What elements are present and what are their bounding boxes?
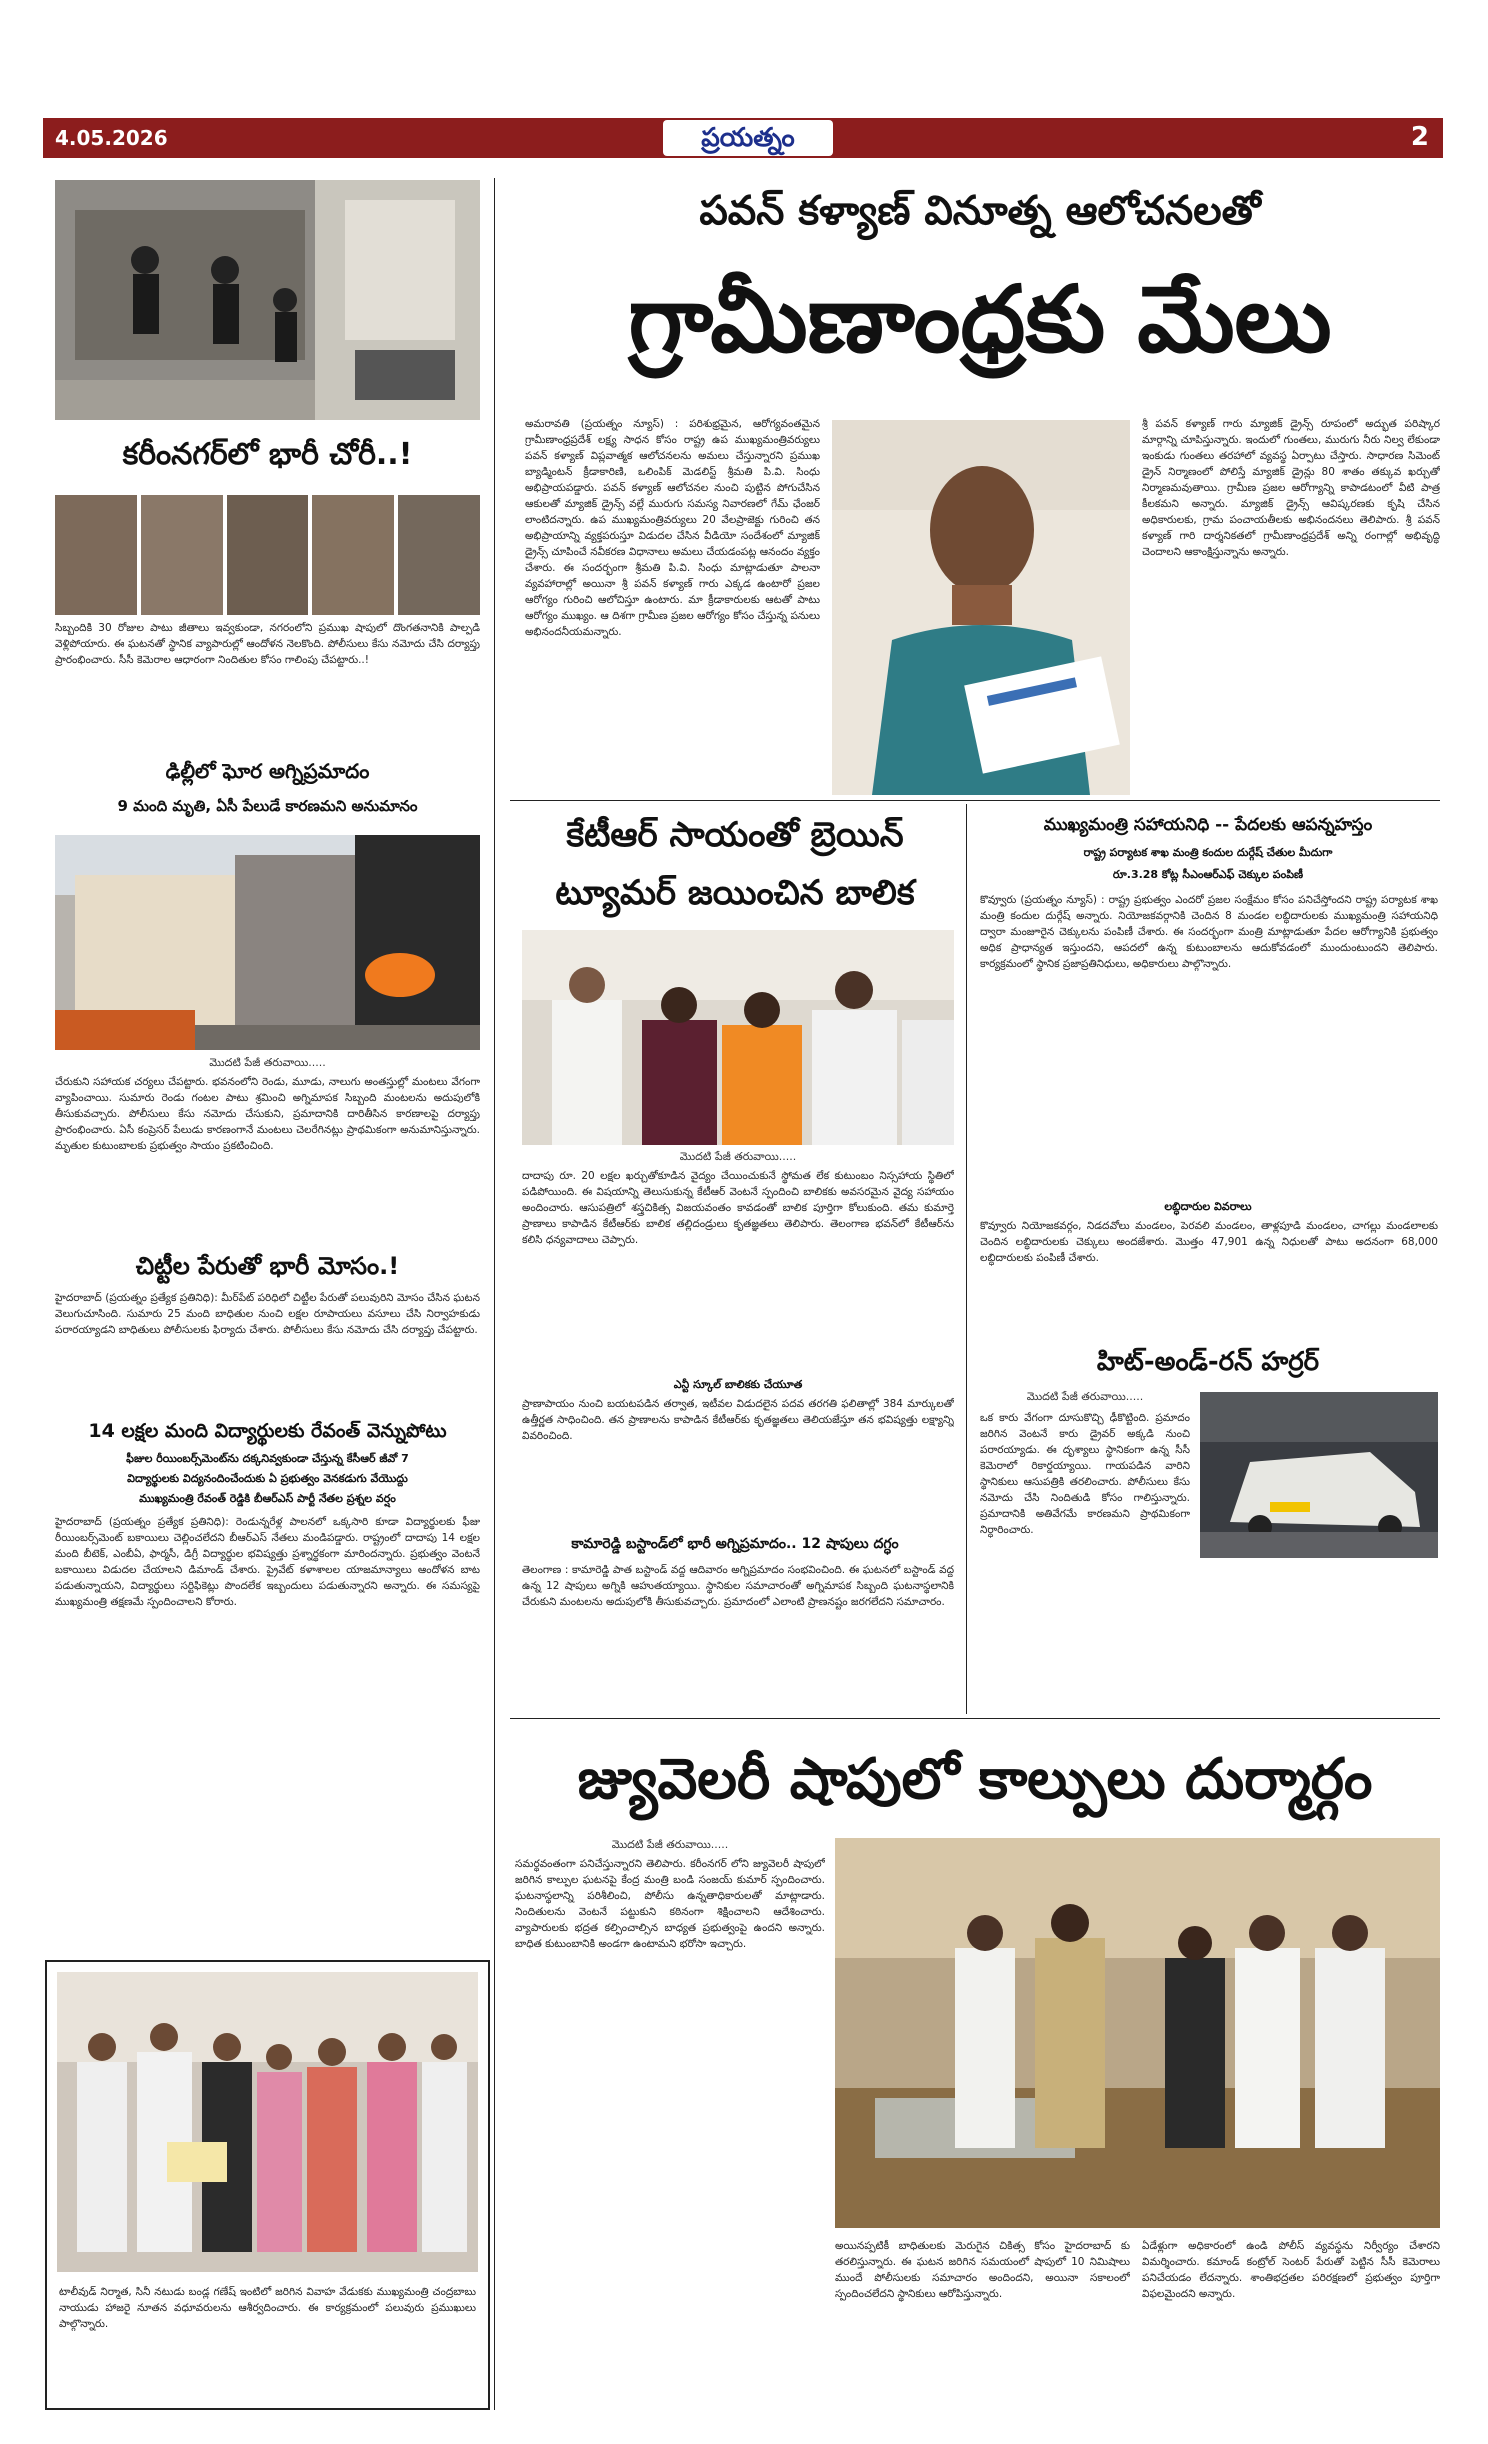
ktr-headline-line1: కేటీఆర్ సాయంతో బ్రెయిన్ [566, 815, 904, 855]
suspect-photo [312, 495, 394, 615]
delhi-fire-subhead: 9 మంది మృతి, ఏసీ పేలుడే కారణమని అనుమానం [117, 797, 418, 815]
students-subhead-2: విద్యార్థులకు విద్యనందించేందుకు ఏ ప్రభుత్వం వెనకడుగు వేయొద్దు [127, 1472, 408, 1485]
masthead [43, 118, 1443, 158]
suspect-photo [227, 495, 309, 615]
cmrf-headline: ముఖ్యమంత్రి సహాయనిధి -- పేదలకు ఆపన్నహస్తం [1043, 815, 1373, 835]
jewelry-headline: జ్యువెలరీ షాపులో కాల్పులు దుర్మార్గం [577, 1747, 1373, 1812]
wedding-photo-box [45, 1960, 490, 2410]
delhi-fire-body: చేరుకుని సహాయక చర్యలు చేపట్టారు. భవనంలోని రెండు, మూడు, నాలుగు అంతస్తుల్లో మంటలు వేగంగా వ్యాపించాయి. సుమారు రెండు గంటల పాటు శ్రమించి అగ్నిమాపక సిబ్బంది మంటలను అదుపులోకి తీసుకువచ్చారు. పోలీసులు కేసు నమోదు చేసుకుని, ప్రమాదానికి దారితీసిన కారణాలపై దర్యాప్తు ప్రారంభించారు. ఏసీ కంప్రెసర్ పేలుడు కారణంగానే మంటలు చెలరేగినట్లు ప్రాథమికంగా అనుమానిస్తున్నారు. మృతుల కుటుంబాలకు ప్రభుత్వం సాయం ప్రకటించింది. [55, 1076, 480, 1152]
hit-run-caption: మొదటి పేజీ తరువాయి..... [1026, 1390, 1144, 1403]
ktr-photo [522, 930, 954, 1145]
students-subhead-3: ముఖ్యమంత్రి రేవంత్ రెడ్డికి బీఆర్ఎస్ పార్టీ నేతల ప్రశ్నల వర్షం [139, 1492, 396, 1505]
kamareddy-body: తెలంగాణ : కామారెడ్డి పాత బస్టాండ్ వద్ద ఆదివారం అగ్నిప్రమాదం సంభవించింది. ఈ ఘటనలో బస్టాండ్ వద్ద ఉన్న 12 షాపులు అగ్నికి ఆహుతయ్యాయి. స్థానికుల సమాచారంతో అగ్నిమాపక సిబ్బంది ఘటనాస్థలానికి చేరుకుని మంటలను అదుపులోకి తీసుకువచ్చారు. ప్రమాదంలో ఎలాంటి ప్రాణనష్టం జరగలేదని సమాచారం. [522, 1564, 954, 1608]
cmrf-body: కొవ్వూరు (ప్రయత్నం న్యూస్) : రాష్ట్ర ప్రభుత్వం ఎందరో ప్రజల సంక్షేమం కోసం పనిచేస్తోందని రాష్ట్ర పర్యాటక శాఖ మంత్రి కందుల దుర్గేష్ అన్నారు. నియోజకవర్గానికి చెందిన 8 మండల లబ్ధిదారులకు ముఖ్యమంత్రి సహాయనిధి ద్వారా మంజూరైన చెక్కులను పంపిణీ చేశారు. ఈ సందర్భంగా మంత్రి మాట్లాడుతూ పేదల ఆరోగ్యానికి ప్రభుత్వం అధిక ప్రాధాన్యత ఇస్తుందని, ఆపదలో ఉన్న కుటుంబాలను ఆదుకోవడంలో ముందుంటుందని తెలిపారు. కార్యక్రమంలో స్థానిక ప్రజాప్రతినిధులు, అధికారులు పాల్గొన్నారు. [980, 894, 1438, 970]
ktr-caption: మొదటి పేజీ తరువాయి..... [679, 1150, 797, 1163]
delhi-fire-caption: మొదటి పేజీ తరువాయి..... [209, 1056, 326, 1069]
hit-run-headline: హిట్-అండ్-రన్ హర్రర్ [1096, 1347, 1320, 1377]
ktr-body: దాదాపు రూ. 20 లక్షల ఖర్చుతోకూడిన వైద్యం చేయించుకునే స్థోమత లేక కుటుంబం నిస్సహాయ స్థితిలో పడిపోయింది. ఈ విషయాన్ని తెలుసుకున్న కేటీఆర్ వెంటనే స్పందించి బాలికకు అవసరమైన వైద్య సహాయం అందించారు. ఆసుపత్రిలో శస్త్రచికిత్స విజయవంతం కావడంతో బాలిక పూర్తిగా కోలుకుంది. తమ కుమార్తె ప్రాణాలు కాపాడిన కేటీఆర్‌కు బాలిక తల్లిదండ్రులు కృతజ్ఞతలు తెలిపారు. తెలంగాణ భవన్‌లో కేటీఆర్‌ను కలిసి ధన్యవాదాలు చెప్పారు. [522, 1170, 954, 1246]
jewelry-body: సమర్థవంతంగా పనిచేస్తున్నారని తెలిపారు. కరీంనగర్ లోని జ్యువెలరీ షాపులో జరిగిన కాల్పుల ఘటనపై కేంద్ర మంత్రి బండి సంజయ్ కుమార్ స్పందించారు. ఘటనాస్థలాన్ని పరిశీలించి, పోలీసు ఉన్నతాధికారులతో మాట్లాడారు. నిందితులను వెంటనే పట్టుకుని కఠినంగా శిక్షించాలని ఆదేశించారు. వ్యాపారులకు భద్రత కల్పించాల్సిన బాధ్యత ప్రభుత్వంపై ఉందని అన్నారు. బాధిత కుటుంబానికి అండగా ఉంటామని భరోసా ఇచ్చారు. [515, 1858, 825, 1950]
cmrf-body-2: కొవ్వూరు నియోజకవర్గం, నిడదవోలు మండలం, పెరవలి మండలం, తాళ్లపూడి మండలం, చాగల్లు మండలాలకు చెందిన లబ్ధిదారులకు చెక్కులు అందజేశారు. మొత్తం 47,901 ఉన్న నిధులతో పాటు అదనంగా 68,000 లబ్ధిదారులకు పంపిణీ చేశారు. [980, 1220, 1438, 1264]
lead-kicker: పవన్ కళ్యాణ్ వినూత్న ఆలోచనలతో [699, 188, 1261, 234]
suspect-photo [55, 495, 137, 615]
section-divider [510, 800, 1440, 801]
hit-run-body: ఒక కారు వేగంగా దూసుకొచ్చి ఢీకొట్టింది. ప్రమాదం జరిగిన వెంటనే కారు డ్రైవర్ అక్కడి నుంచి పరారయ్యాడు. ఈ దృశ్యాలు స్థానికంగా ఉన్న సీసీ కెమెరాలో రికార్డయ్యాయి. గాయపడిన వారిని స్థానికులు ఆసుపత్రికి తరలించారు. పోలీసులు కేసు నమోదు చేసి నిందితుడి కోసం గాలిస్తున్నారు. ప్రమాదానికి అతివేగమే కారణమని ప్రాథమికంగా నిర్ధారించారు. [980, 1412, 1190, 1536]
column-divider [966, 804, 967, 1714]
students-body: హైదరాబాద్ (ప్రయత్నం ప్రత్యేక ప్రతినిధి): రెండున్నరేళ్ల పాలనలో ఒక్కసారి కూడా విద్యార్థులకు ఫీజు రీయింబర్స్‌మెంట్ బకాయిలు చెల్లించలేదని బీఆర్ఎస్ నేతలు మండిపడ్డారు. రాష్ట్రంలో దాదాపు 14 లక్షల మంది బీటెక్, ఎంబీఏ, ఫార్మసీ, డిగ్రీ విద్యార్థుల భవిష్యత్తు ప్రశ్నార్థకంగా మారిందన్నారు. ప్రభుత్వం వెంటనే బకాయిలు విడుదల చేయాలని డిమాండ్ చేశారు. ప్రైవేట్ కళాశాలల యాజమాన్యాలు ఆందోళన బాట పడుతున్నాయని, విద్యార్థులు సర్టిఫికెట్లు పొందలేక ఇబ్బందులు పడుతున్నారని అన్నారు. ఈ సమస్యపై ముఖ్యమంత్రి తక్షణమే స్పందించాలని కోరారు. [55, 1516, 480, 1608]
delhi-fire-photo [55, 835, 480, 1050]
robbery-cctv-photo [55, 180, 480, 420]
issue-date: 4.05.2026 [55, 126, 168, 150]
cmrf-subhead-2: రూ.3.28 కోట్ల సీఎంఆర్ఎఫ్ చెక్కుల పంపిణీ [1112, 868, 1304, 881]
jewelry-shop-photo [835, 1838, 1440, 2228]
robbery-headline: కరీంనగర్‌లో భారీ చోరీ..! [122, 437, 413, 472]
wedding-photo [57, 1972, 478, 2272]
chits-body: హైదరాబాద్ (ప్రయత్నం ప్రత్యేక ప్రతినిధి): మీర్‌పేట్ పరిధిలో చిట్టీల పేరుతో పలువురిని మోసం చేసిన ఘటన వెలుగుచూసింది. సుమారు 25 మంది బాధితుల నుంచి లక్షల రూపాయలు వసూలు చేసి నిర్వాహకుడు పరారయ్యాడని బాధితులు పోలీసులకు ఫిర్యాదు చేశారు. పోలీసులు కేసు నమోదు చేసి దర్యాప్తు చేపట్టారు. [55, 1292, 480, 1336]
section-divider [510, 1718, 1440, 1719]
page-number: 2 [1410, 122, 1429, 152]
students-headline: 14 లక్షల మంది విద్యార్థులకు రేవంత్ వెన్నుపోటు [88, 1420, 447, 1442]
cmrf-subhead-1: రాష్ట్ర పర్యాటక శాఖ మంత్రి కందుల దుర్గేష్ చేతుల మీదుగా [1083, 846, 1333, 859]
suspect-photo [141, 495, 223, 615]
ktr-subhead: ఎన్టీ స్కూల్ బాలికకు చేయూత [673, 1378, 803, 1391]
lead-headline: గ్రామీణాంధ్రకు మేలు [628, 266, 1332, 373]
chits-headline: చిట్టీల పేరుతో భారీ మోసం.! [135, 1252, 400, 1280]
wedding-caption: టాలీవుడ్ నిర్మాత, సినీ నటుడు బండ్ల గణేష్ ఇంటిలో జరిగిన వివాహ వేడుకకు ముఖ్యమంత్రి చంద్రబాబు నాయుడు హాజరై నూతన వధూవరులను ఆశీర్వదించారు. ఈ కార్యక్రమంలో పలువురు ప్రముఖులు పాల్గొన్నారు. [59, 2286, 476, 2330]
cmrf-beneficiaries-subhead: లబ్ధిదారుల వివరాలు [1164, 1200, 1252, 1213]
suspect-photos [55, 495, 480, 615]
jewelry-body-3: ఏడేళ్లుగా అధికారంలో ఉండి పోలీస్ వ్యవస్థను నిర్వీర్యం చేశారని విమర్శించారు. కమాండ్ కంట్రోల్ సెంటర్ పేరుతో పెట్టిన సీసీ కెమెరాలు పనిచేయడం లేదన్నారు. శాంతిభద్రతల పరిరక్షణలో ప్రభుత్వం పూర్తిగా విఫలమైందని అన్నారు. [1142, 2240, 1440, 2300]
hit-run-photo [1200, 1392, 1438, 1558]
column-divider [494, 178, 495, 2410]
students-subhead-1: ఫీజుల రీయింబర్స్‌మెంట్‌ను దక్కనివ్వకుండా చేస్తున్న కేసీఆర్ జీవో 7 [126, 1452, 409, 1465]
kamareddy-headline: కామారెడ్డి బస్టాండ్‌లో భారీ అగ్నిప్రమాదం.. 12 షాపులు దగ్ధం [571, 1536, 899, 1552]
jewelry-body-2: అయినప్పటికీ బాధితులకు మెరుగైన చికిత్స కోసం హైదరాబాద్ కు తరలిస్తున్నారు. ఈ ఘటన జరిగిన సమయంలో షాపులో 10 నిమిషాలు ముందే పోలీసులకు సమాచారం అందిందని, అయినా సకాలంలో స్పందించలేదని స్థానికులు ఆరోపిస్తున్నారు. [835, 2240, 1130, 2300]
robbery-body: సిబ్బందికి 30 రోజుల పాటు జీతాలు ఇవ్వకుండా, నగరంలోని ప్రముఖ షాపులో దొంగతనానికి పాల్పడి వెళ్లిపోయారు. ఈ ఘటనతో స్థానిక వ్యాపారుల్లో ఆందోళన నెలకొంది. పోలీసులు కేసు నమోదు చేసి దర్యాప్తు ప్రారంభించారు. సీసీ కెమెరాల ఆధారంగా నిందితుల కోసం గాలింపు చేపట్టారు..! [55, 622, 480, 666]
ktr-headline-line2: ట్యూమర్ జయించిన బాలిక [555, 873, 915, 913]
lead-body-col1: అమరావతి (ప్రయత్నం న్యూస్) : పరిశుభ్రమైన, ఆరోగ్యవంతమైన గ్రామీణాంధ్రప్రదేశ్ లక్ష్య సాధన కోసం రాష్ట్ర ఉప ముఖ్యమంత్రివర్యులు పవన్ కళ్యాణ్ విప్లవాత్మక ఆలోచనలను అమలు చేస్తున్నారని ప్రముఖ బ్యాడ్మింటన్ క్రీడాకారిణి, ఒలింపిక్ మెడలిస్ట్ శ్రీమతి పి.వి. సింధు అభిప్రాయపడ్డారు. పవన్ కళ్యాణ్ ఆలోచనల నుంచి పుట్టిన పోగుచేసిన ఆకులతో మ్యాజిక్ డ్రైన్స్ వల్లే మురుగు సమస్య నివారణలో గేమ్ ఛేంజర్ లాంటిదన్నారు. ఉప ముఖ్యమంత్రివర్యులు 20 వేలప్రాజెక్టు గురించి తన అభిప్రాయాన్ని వ్యక్తపరుస్తూ విడుదల చేసిన వీడియో సందేశంలో మ్యాజిక్ డ్రైన్స్ చూపించే నవీకరణ విధానాలు అమలు చేయడంపట్ల ఆనందం వ్యక్తం చేశారు. ఈ సందర్భంగా శ్రీమతి పి.వి. సింధు మాట్లాడుతూ పాలనా వ్యవహారాల్లో అయినా శ్రీ పవన్ కళ్యాణ్ గారు ఎక్కడ ఉంటారో ప్రజల ఆరోగ్యం గురించి ఆలోచిస్తూ ఉంటారు. మా క్రీడాకారులకు ఆటతో పాటు ఆరోగ్యం ముఖ్యం. ఆ దిశగా గ్రామీణ ప్రజల ఆరోగ్యం కోసం చేస్తున్న పనులు అభినందనీయమన్నారు. [525, 418, 820, 638]
jewelry-caption: మొదటి పేజీ తరువాయి..... [611, 1838, 729, 1851]
lead-body-col2: శ్రీ పవన్ కళ్యాణ్ గారు మ్యాజిక్ డ్రైన్స్ రూపంలో అద్భుత పరిష్కార మార్గాన్ని చూపిస్తున్నారు. ఇందులో గుంతలు, మురుగు నీరు నిల్వ లేకుండా ఇంకుడు గుంతలు తరహాలో వ్యవస్థ ఏర్పాటు చేస్తారు. సాధారణ సిమెంట్ డ్రైన్ నిర్మాణంలో పోలిస్తే మ్యాజిక్ డ్రైన్లు 80 శాతం తక్కువ ఖర్చుతో నిర్మాణమవుతాయి. గ్రామీణ ప్రజల ఆరోగ్యాన్ని కాపాడటంలో వీటి పాత్ర కీలకమని అన్నారు. మ్యాజిక్ డ్రైన్స్ ఆవిష్కరణకు కృషి చేసిన అధికారులకు, గ్రామ పంచాయతీలకు అభినందనలు తెలిపారు. శ్రీ పవన్ కళ్యాణ్ గారి దార్శనికతలో గ్రామీణాంధ్రప్రదేశ్ అన్ని రంగాల్లో అభివృద్ధి చెందాలని ఆకాంక్షిస్తున్నాను అన్నారు. [1142, 418, 1440, 558]
ktr-body-2: ప్రాణాపాయం నుంచి బయటపడిన తర్వాత, ఇటీవల విడుదలైన పదవ తరగతి ఫలితాల్లో 384 మార్కులతో ఉత్తీర్ణత సాధించింది. తన ప్రాణాలను కాపాడిన కేటీఆర్‌కు కృతజ్ఞతలు తెలియజేస్తూ తన భవిష్యత్తు లక్ష్యాన్ని వివరించింది. [522, 1398, 954, 1442]
newspaper-logo: ప్రయత్నం [663, 120, 833, 156]
delhi-fire-headline: ఢిల్లీలో ఘోర అగ్నిప్రమాదం [165, 759, 370, 783]
suspect-photo [398, 495, 480, 615]
sindhu-photo [832, 420, 1130, 795]
